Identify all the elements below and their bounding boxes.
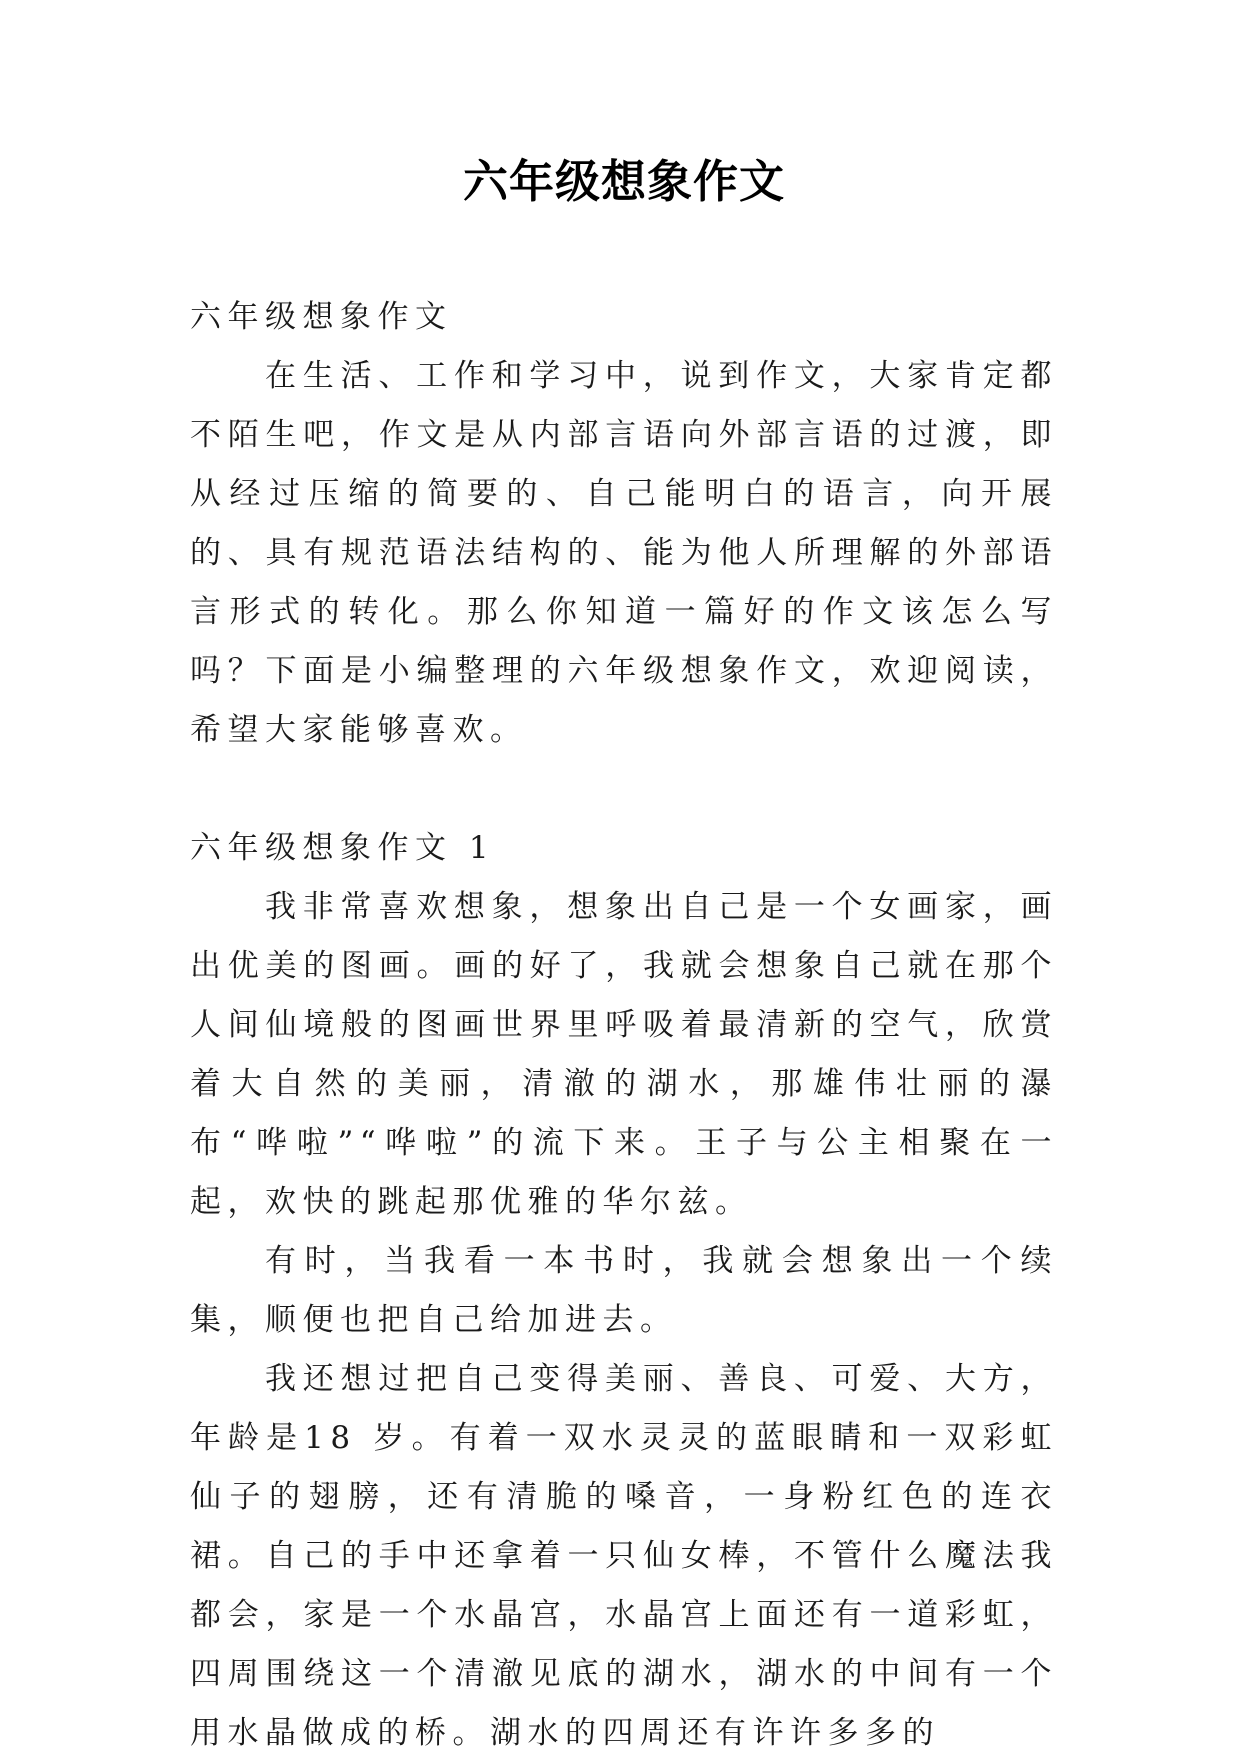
essay1-paragraph: 我非常喜欢想象，想象出自己是一个女画家，画出优美的图画。画的好了，我就会想象自己就在那个人间仙境般的图画世界里呼吸着最清新的空气，欣赏着大自然的美丽，清澈的湖水，那雄伟壮丽的瀑布“哗啦”“哗啦”的流下来。王子与公主相聚在一起，欢快的跳起那优雅的华尔兹。 — [190, 889, 1058, 1220]
essay1-paragraph: 有时，当我看一本书时，我就会想象出一个续集，顺便也把自己给加进去。 — [190, 1243, 1058, 1338]
essay1-paragraph: 我还想过把自己变得美丽、善良、可爱、大方，年龄是18 岁。有着一双水灵灵的蓝眼睛和一双彩虹仙子的翅膀，还有清脆的嗓音，一身粉红色的连衣裙。自己的手中还拿着一只仙女棒，不管什么魔法我都会，家是一个水晶宫，水晶宫上面还有一道彩虹，四周围绕这一个清澈见底的湖水，湖水的中间有一个用水晶做成的桥。湖水的四周还有许许多多的 — [190, 1361, 1058, 1751]
document-title: 六年级想象作文 — [462, 155, 785, 208]
intro-paragraph: 在生活、工作和学习中，说到作文，大家肯定都不陌生吧，作文是从内部言语向外部言语的过渡，即从经过压缩的简要的、自己能明白的语言，向开展的、具有规范语法结构的、能为他人所理解的外部语言形式的转化。那么你知道一篇好的作文该怎么写吗？下面是小编整理的六年级想象作文，欢迎阅读，希望大家能够喜欢。 — [190, 358, 1058, 748]
section-spacer — [190, 760, 1058, 819]
essay1-heading: 六年级想象作文 1 — [190, 830, 496, 866]
intro-heading: 六年级想象作文 — [190, 299, 453, 335]
document-body — [190, 288, 1058, 1763]
